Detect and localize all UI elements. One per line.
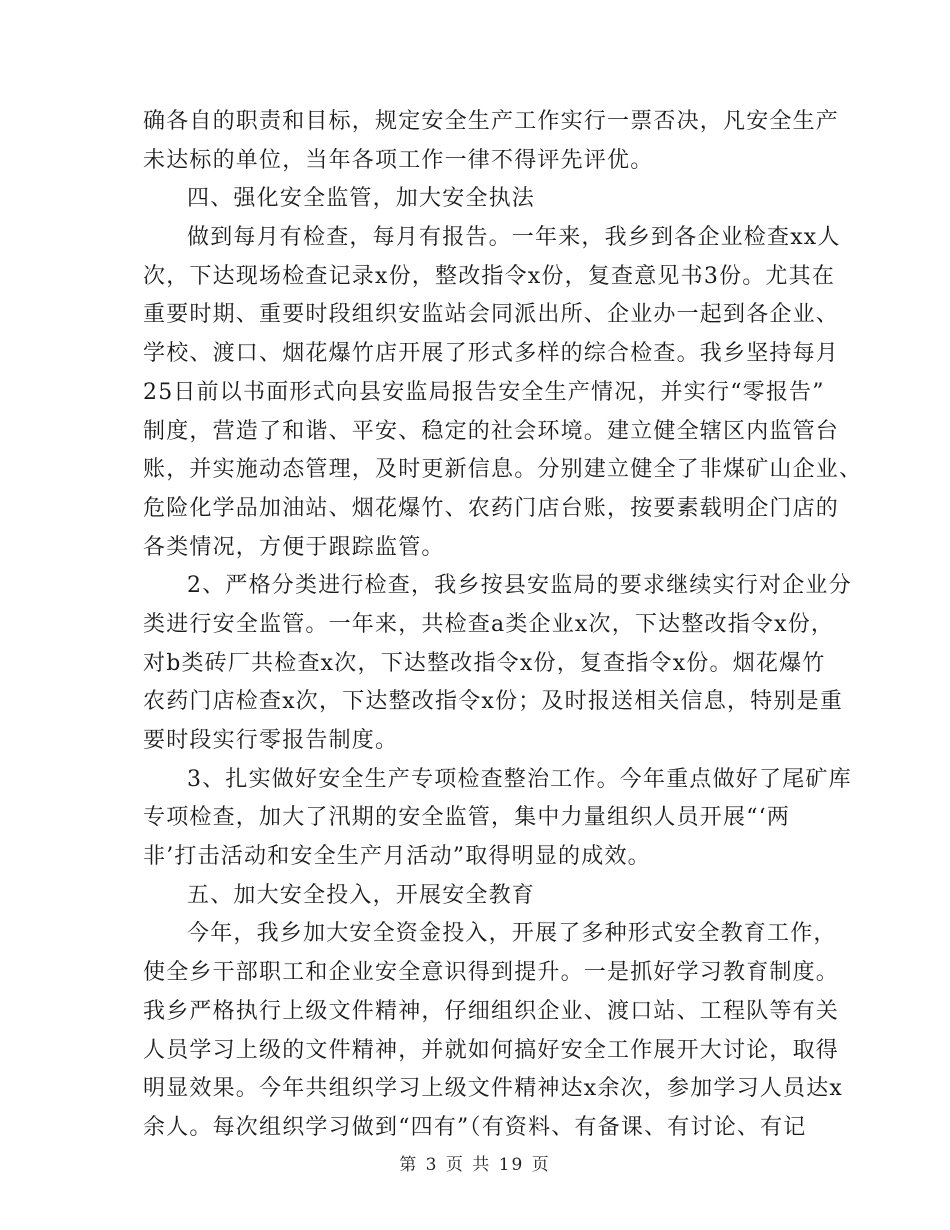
- text-line: 制度，营造了和谐、平安、稳定的社会环境。建立健全辖区内监管台: [143, 418, 840, 444]
- text-line: 使全乡干部职工和企业安全意识得到提升。一是抓好学习教育制度。: [143, 960, 840, 986]
- text-line: 账，并实施动态管理，及时更新信息。分别建立健全了非煤矿山企业、: [143, 457, 863, 483]
- text-line: 明显效果。今年共组织学习上级文件精神达x余次，参加学习人员达x: [143, 1076, 844, 1102]
- text-line: 专项检查，加大了汛期的安全监管，集中力量组织人员开展“‘两: [143, 805, 791, 831]
- text-line: 3、扎实做好安全生产专项检查整治工作。今年重点做好了尾矿库: [187, 766, 852, 792]
- text-line: 四、强化安全监管，加大安全执法: [187, 186, 536, 212]
- document-body: [143, 103, 863, 1148]
- text-line: 对b类砖厂共检查x次，下达整改指令x份，复查指令x份。烟花爆竹: [143, 650, 826, 676]
- text-line: 要时段实行零报告制度。: [143, 728, 399, 753]
- text-line: 人员学习上级的文件精神，并就如何搞好安全工作展开大讨论，取得: [143, 1037, 840, 1063]
- text-line: 各类情况，方便于跟踪监管。: [143, 534, 445, 560]
- text-line: 五、加大安全投入，开展安全教育: [187, 882, 536, 908]
- text-line: 农药门店检查x次，下达整改指令x份；及时报送相关信息，特别是重: [143, 689, 844, 715]
- text-line: 做到每月有检查，每月有报告。一年来，我乡到各企业检查xx人: [187, 225, 841, 251]
- text-line: 今年，我乡加大安全资金投入，开展了多种形式安全教育工作，: [187, 921, 837, 947]
- text-line: 危险化学品加油站、烟花爆竹、农药门店台账，按要素载明企门店的: [143, 495, 840, 521]
- text-line: 余人。每次组织学习做到“四有”（有资料、有备课、有讨论、有记: [143, 1114, 807, 1140]
- text-line: 学校、渡口、烟花爆竹店开展了形式多样的综合检查。我乡坚持每月: [143, 341, 840, 367]
- page-number: 第 3 页 共 19 页: [399, 1155, 551, 1175]
- text-line: 25日前以书面形式向县安监局报告安全生产情况，并实行“零报告”: [143, 379, 825, 405]
- text-line: 确各自的职责和目标，规定安全生产工作实行一票否决，凡安全生产: [143, 109, 840, 134]
- text-line: 非’打击活动和安全生产月活动”取得明显的成效。: [143, 844, 651, 870]
- text-line: 未达标的单位，当年各项工作一律不得评先评优。: [143, 147, 654, 173]
- text-line: 2、严格分类进行检查，我乡按县安监局的要求继续实行对企业分: [187, 573, 852, 599]
- text-line: 次，下达现场检查记录x份，整改指令x份，复查意见书3份。尤其在: [143, 263, 836, 289]
- text-line: 我乡严格执行上级文件精神，仔细组织企业、渡口站、工程队等有关: [143, 998, 840, 1024]
- text-line: 类进行安全监管。一年来，共检查a类企业x次，下达整改指令x份，: [143, 611, 835, 637]
- text-line: 重要时期、重要时段组织安监站会同派出所、企业办一起到各企业、: [143, 302, 840, 328]
